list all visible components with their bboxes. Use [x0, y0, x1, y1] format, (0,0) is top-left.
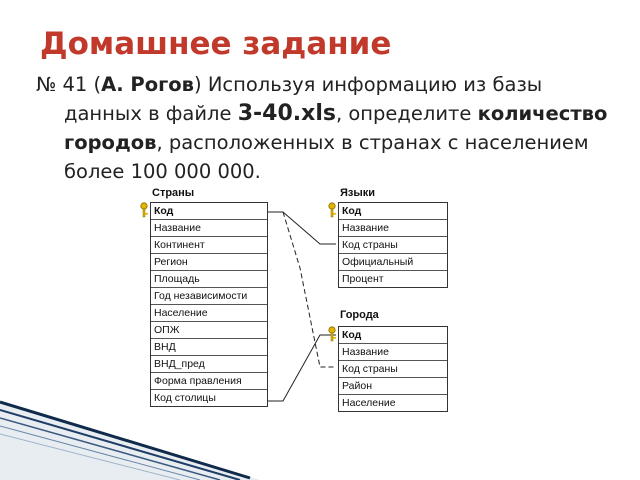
cities-field: Код страны [339, 360, 447, 377]
task-suffix: , расположенных в странах с населением более 100 000 000. [64, 131, 589, 183]
countries-table-caption: Страны [152, 187, 195, 199]
countries-field: ВНД_пред [151, 355, 267, 372]
cities-table-caption: Города [340, 309, 379, 321]
task-mid1: ) Используя информацию из базы данных в файле [64, 73, 543, 125]
task-target: количество городов [64, 102, 608, 154]
languages-field: Официальный [339, 253, 447, 270]
countries-field: Континент [151, 236, 267, 253]
countries-field: Название [151, 219, 267, 236]
key-icon [138, 202, 150, 218]
countries-field: Регион [151, 253, 267, 270]
countries-field: Год независимости [151, 287, 267, 304]
key-icon [326, 202, 338, 218]
countries-field: Код столицы [151, 389, 267, 406]
languages-field: Процент [339, 270, 447, 287]
countries-field: ОПЖ [151, 321, 267, 338]
cities-field: Население [339, 394, 447, 411]
languages-field: Код страны [339, 236, 447, 253]
countries-field: ВНД [151, 338, 267, 355]
languages-table-caption: Языки [340, 187, 376, 199]
cities-field: Район [339, 377, 447, 394]
key-icon [326, 326, 338, 342]
cities-table [338, 326, 448, 412]
languages-key-field: Код [342, 205, 362, 217]
countries-field: Форма правления [151, 372, 267, 389]
languages-table [338, 202, 448, 288]
slide-title: Домашнее задание [40, 26, 392, 62]
link-capital-cities [266, 335, 336, 401]
task-prefix: № 41 ( [36, 73, 102, 96]
cities-field: Название [339, 343, 447, 360]
languages-field: Название [339, 219, 447, 236]
task-mid2: , определите [335, 102, 478, 125]
task-author: А. Рогов [101, 73, 195, 96]
countries-table [150, 202, 268, 407]
countries-field: Население [151, 304, 267, 321]
cities-key-field: Код [342, 329, 362, 341]
countries-key-field: Код [154, 205, 174, 217]
countries-field: Площадь [151, 270, 267, 287]
task-file: 3-40.xls [237, 101, 336, 126]
